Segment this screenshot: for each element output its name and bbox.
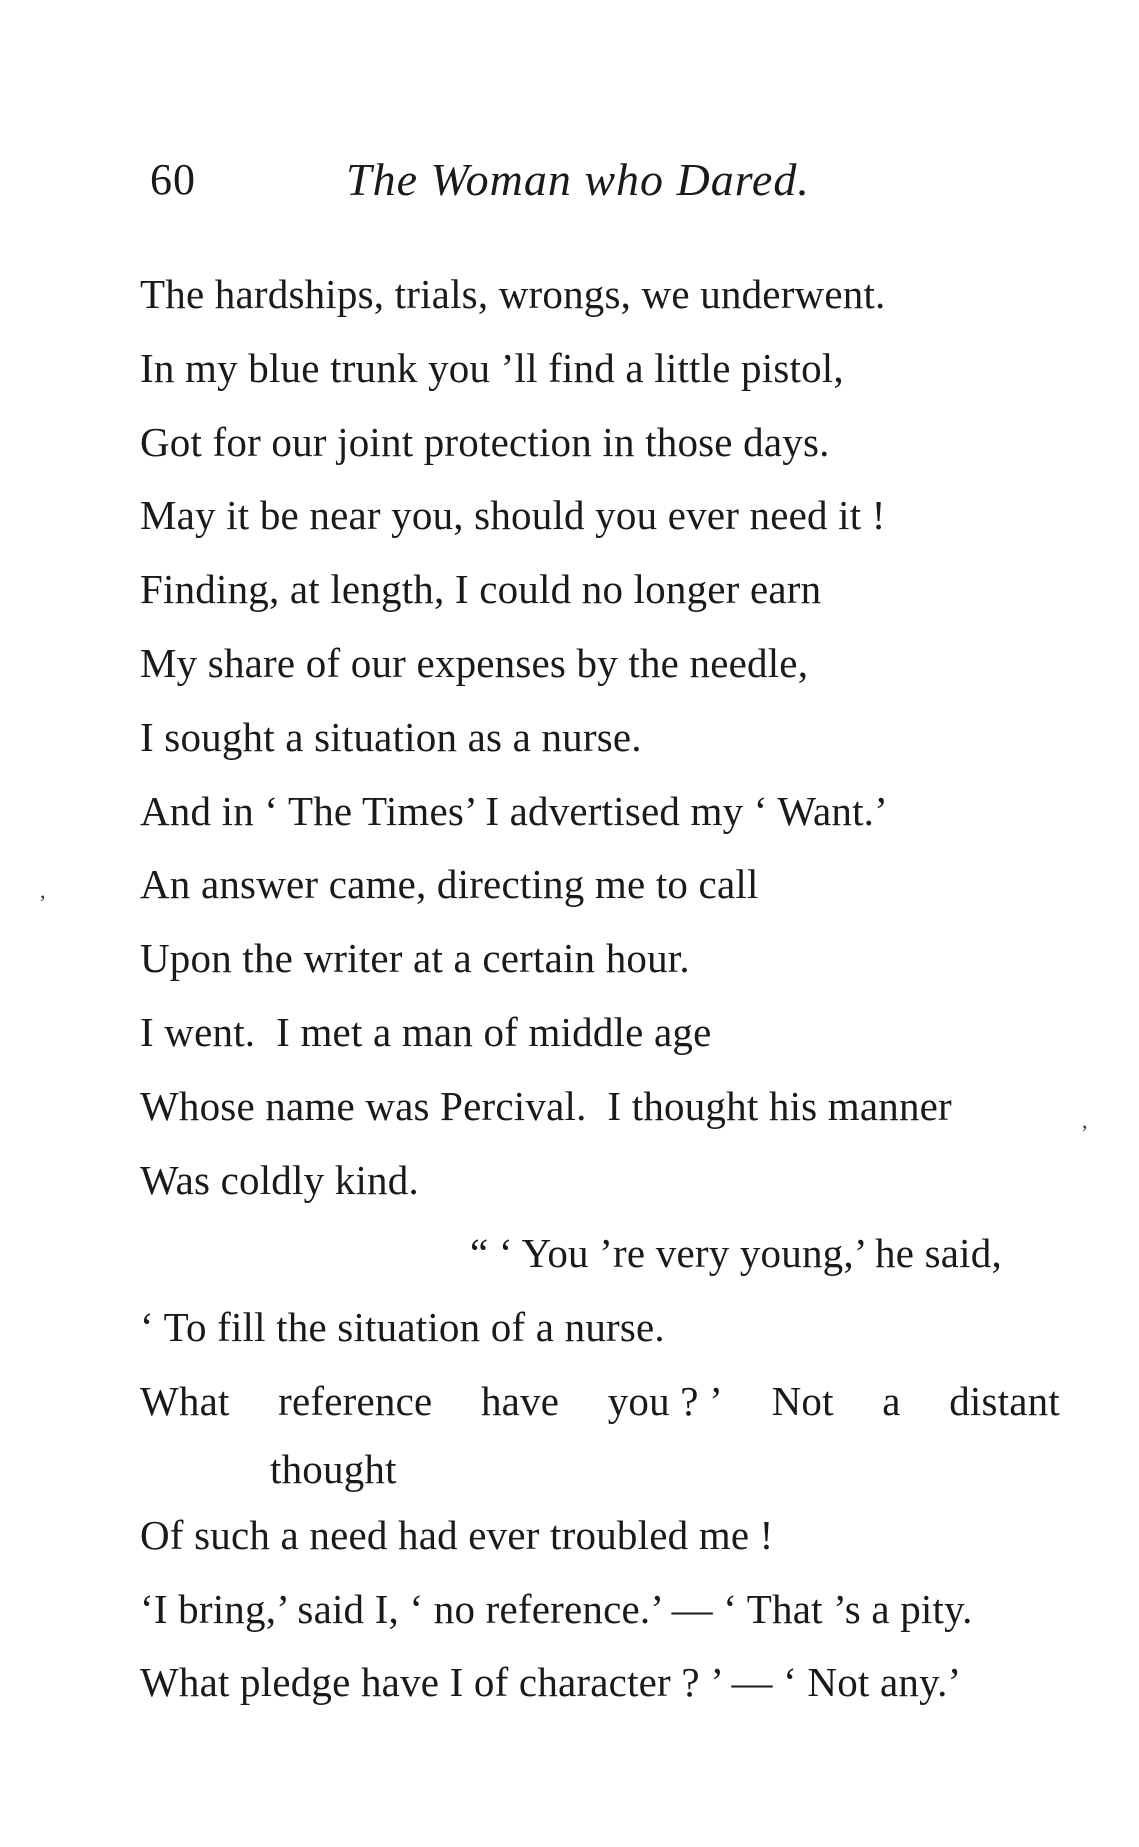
running-title: The Woman who Dared. bbox=[346, 154, 810, 205]
text-line: In my blue trunk you ’ll find a little pistol, bbox=[140, 344, 844, 391]
text-line-turnover: thought bbox=[270, 1445, 397, 1492]
text-line: Whose name was Percival. I thought his manner bbox=[140, 1082, 952, 1129]
text-line: I went. I met a man of middle age bbox=[140, 1008, 712, 1055]
text-line-justified bbox=[140, 1365, 1060, 1439]
word: distant bbox=[949, 1377, 1060, 1424]
text-line: Was coldly kind. bbox=[140, 1156, 419, 1203]
word: a bbox=[882, 1377, 901, 1424]
page-number: 60 bbox=[150, 155, 196, 204]
word: Not bbox=[771, 1377, 834, 1424]
word: have bbox=[480, 1377, 560, 1424]
text-line: I sought a situation as a nurse. bbox=[140, 713, 642, 760]
text-line: ‘I bring,’ said I, ‘ no reference.’ — ‘ That ’s a pity. bbox=[140, 1585, 973, 1632]
word: reference bbox=[278, 1377, 433, 1424]
text-line: Finding, at length, I could no longer earn bbox=[140, 566, 822, 613]
text-line: What pledge have I of character ? ’ — ‘ Not any.’ bbox=[140, 1659, 962, 1706]
word: you ? ’ bbox=[607, 1377, 723, 1424]
text-line-indented: “ ‘ You ’re very young,’ he said, bbox=[470, 1230, 1002, 1277]
print-speck: , bbox=[40, 878, 46, 903]
text-line: Of such a need had ever troubled me ! bbox=[140, 1511, 774, 1558]
text-line: My share of our expenses by the needle, bbox=[140, 639, 809, 686]
print-speck: , bbox=[1082, 1108, 1088, 1133]
text-line: Upon the writer at a certain hour. bbox=[140, 935, 690, 982]
text-line: Got for our joint protection in those days. bbox=[140, 418, 830, 465]
text-line: May it be near you, should you ever need it ! bbox=[140, 492, 886, 539]
word: What bbox=[140, 1377, 230, 1424]
poem-text bbox=[140, 258, 1080, 1720]
text-line: ‘ To fill the situation of a nurse. bbox=[140, 1304, 665, 1351]
text-line: The hardships, trials, wrongs, we underwent. bbox=[140, 271, 886, 317]
page-header bbox=[150, 150, 950, 210]
text-line: An answer came, directing me to call bbox=[140, 861, 759, 908]
text-line: And in ‘ The Times’ I advertised my ‘ Want.’ bbox=[140, 787, 888, 834]
